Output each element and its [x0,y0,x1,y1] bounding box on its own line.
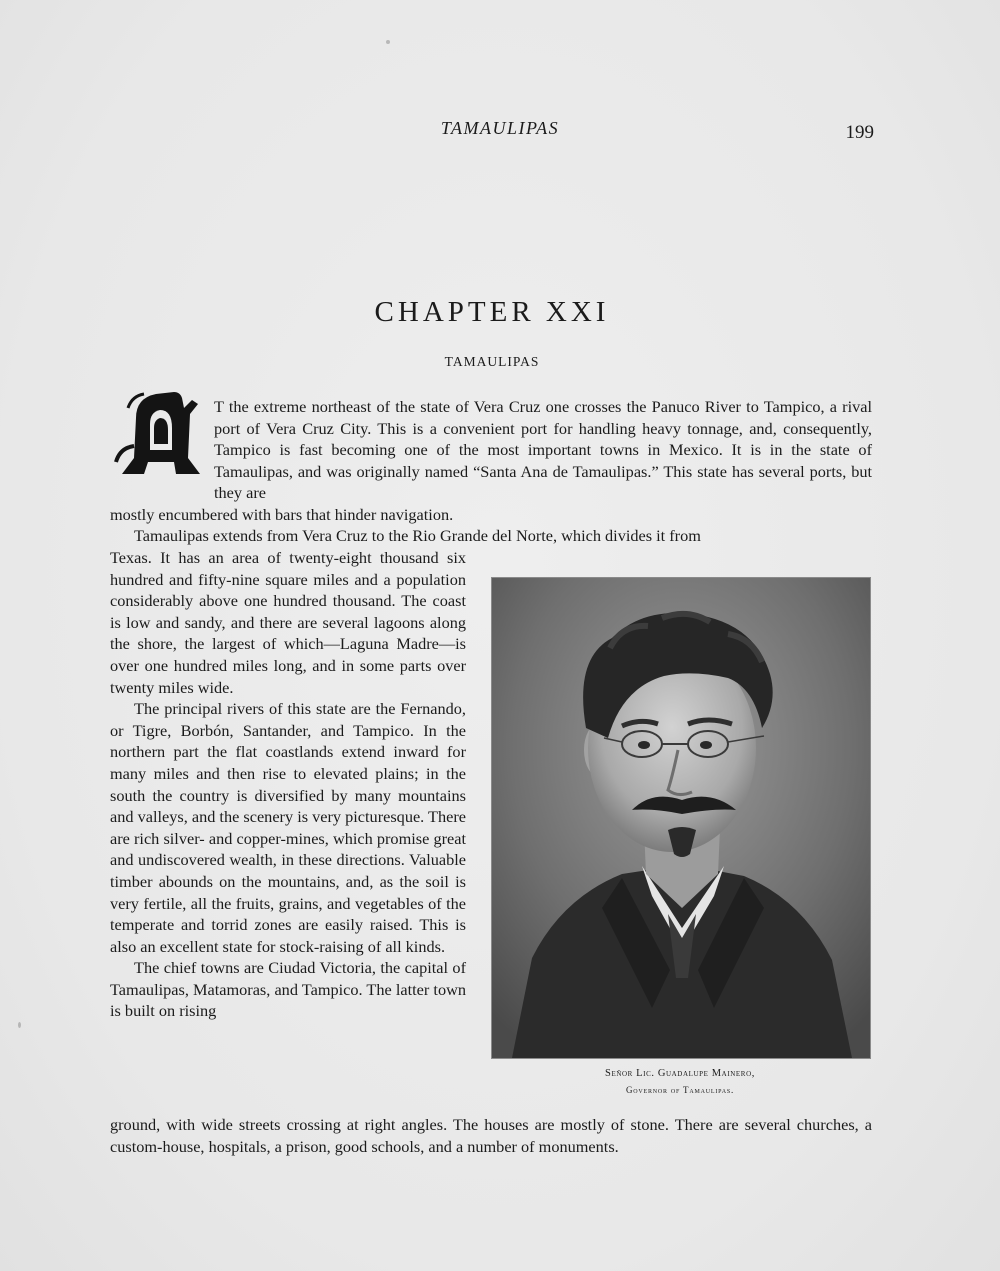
paragraph-4-start: The chief towns are Ciudad Victoria, the capital of Tamaulipas, Matamoras, and Tampico. The latter town is built on rising [110,958,466,1021]
page-number: 199 [845,122,874,143]
running-head: TAMAULIPAS [440,118,560,138]
paragraph-3: The principal rivers of this state are the Fernando, or Tigre, Borbón, Santander, and Tampico. In the northern part the flat coastlands extend inward for many miles and then rise to elevated plains; in the south the country is diversified by many mountains and valleys, and the scenery is very picturesque. There are rich silver- and copper-mines, which promise great and undiscovered wealth, in these directions. Valuable timber abounds on the mountains, and, as the soil is very fertile, all the fruits, grains, and vegetables of the temperate and torrid zones are easily raised. This is also an excellent state for stock-raising of all kinds. [110,699,466,956]
paragraph-1 [110,396,872,526]
portrait-photograph [491,577,871,1059]
portrait-figure-icon [492,578,870,1058]
chapter-title: CHAPTER XXI [374,296,610,328]
paragraph-4-continued: ground, with wide streets crossing at right angles. The houses are mostly of stone. There are several churches, a custom-house, hospitals, a prison, good schools, and a number of monuments. [110,1115,872,1156]
left-column-text [110,547,466,1022]
paragraph-2-continued: Texas. It has an area of twenty-eight thousand six hundred and fifty-nine square miles and a population considerably above one hundred thousand. The coast is low and sandy, and there are several lagoons along the shore, the largest of which—Laguna Madre—is over one hundred miles long, and in some parts over twenty miles wide. [110,548,466,697]
portrait-caption [491,1066,869,1098]
paragraph-1-opening: T the extreme northeast of the state of Vera Cruz one crosses the Panuco River to Tampico, a rival port of Vera Cruz City. This is a convenient port for handling heavy tonnage, and, consequently, Tampico is fast becoming one of the most important towns in Mexico. It is in the state of Tamaulipas, and was originally named “Santa Ana de Tamaulipas.” This state has several ports, but they are [214,397,872,503]
caption-title: Governor of Tamaulipas. [625,1085,735,1095]
print-speck [18,1022,21,1028]
paragraph-2-first-line: Tamaulipas extends from Vera Cruz to the Rio Grande del Norte, which divides it from [134,526,701,545]
paragraph-1-closing: mostly encumbered with bars that hinder navigation. [110,504,454,524]
chapter-subtitle: TAMAULIPAS [444,354,540,369]
caption-name: Señor Lic. Guadalupe Mainero, [605,1068,755,1079]
print-speck [386,40,390,44]
